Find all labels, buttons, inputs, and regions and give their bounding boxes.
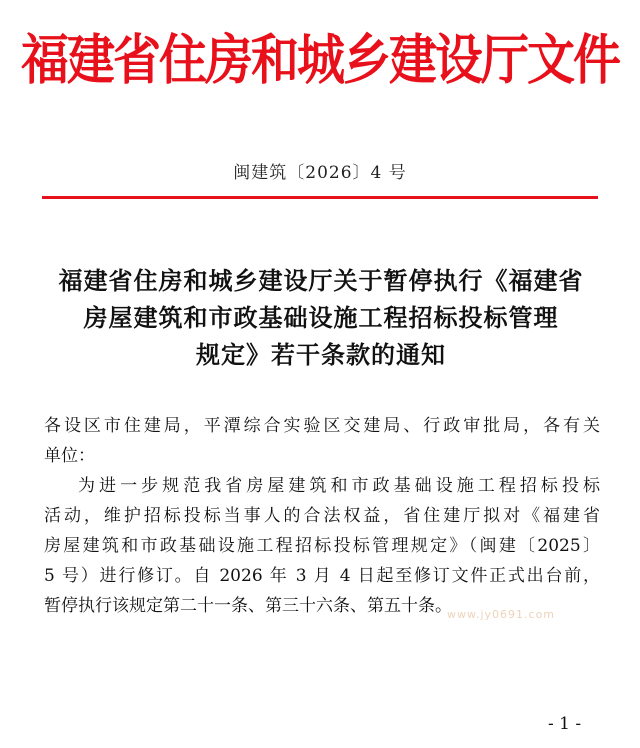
issuer-banner: 福建省住房和城乡建设厅文件 (20, 29, 619, 93)
watermark-text: www.jy0691.com (447, 608, 556, 621)
document-body (44, 411, 600, 621)
title-line: 规定》若干条款的通知 (196, 340, 446, 369)
watermark (447, 608, 555, 621)
paragraph-line: 房屋建筑和市政基础设施工程招标投标管理规定》（闽建〔2025〕 (44, 536, 600, 556)
title-line: 福建省住房和城乡建设厅关于暂停执行《福建省 (58, 266, 584, 295)
salutation-line: 单位： (44, 446, 95, 466)
paragraph-line: 为进一步规范我省房屋建筑和市政基础设施工程招标投标 (78, 476, 600, 496)
red-divider-line (42, 196, 598, 199)
page-number: - 1 - (548, 714, 582, 734)
paragraph-line: 暂停执行该规定第二十一条、第三十六条、第五十条。 (44, 596, 452, 616)
paragraph-line: 活动，维护招标投标当事人的合法权益，省住建厅拟对《福建省 (44, 506, 600, 526)
title-line: 房屋建筑和市政基础设施工程招标投标管理 (83, 303, 559, 332)
document-title (40, 262, 602, 373)
document-number: 闽建筑〔2026〕4 号 (233, 163, 407, 183)
salutation-line: 各设区市住建局，平潭综合实验区交建局、行政审批局，各有关 (44, 416, 600, 436)
paragraph-line: 5 号）进行修订。自 2026 年 3 月 4 日起至修订文件正式出台前， (44, 566, 600, 586)
